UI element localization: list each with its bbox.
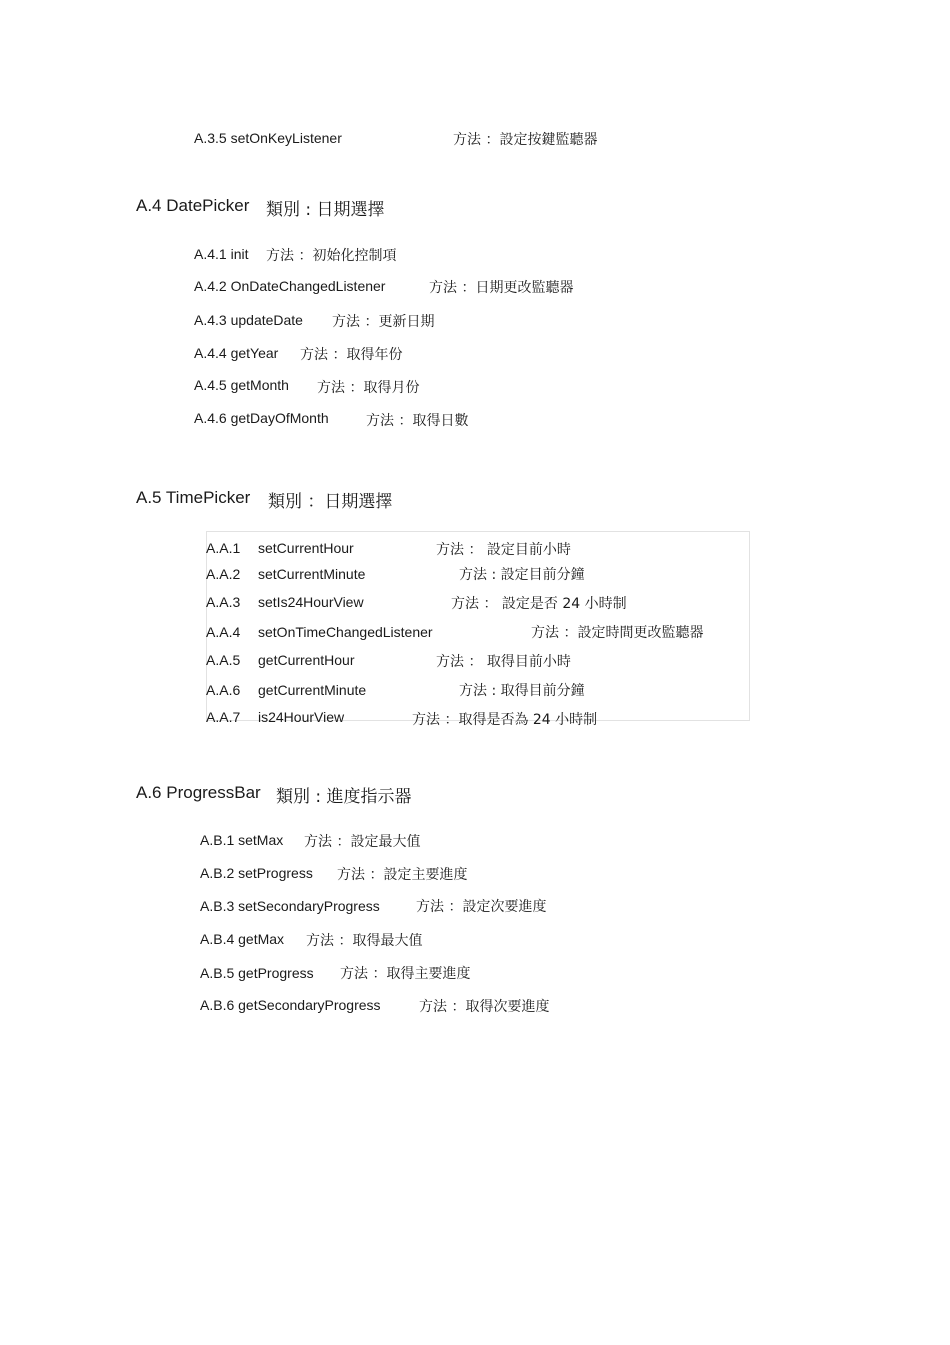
method-desc: 方法 ：取得主要進度 [340, 966, 471, 982]
table-row-method: is24HourView [258, 709, 345, 725]
method-desc: 方法 ：取得日數 [366, 413, 469, 429]
table-row-method: setOnTimeChangedListener [258, 624, 433, 640]
method-desc: 方法 ：取得年份 [300, 347, 403, 363]
table-row-desc: 方法 ：設定時間更改監聽器 [531, 625, 704, 641]
method-desc: 方法 ：設定次要進度 [416, 899, 547, 915]
table-row-number: A.A.7 [206, 709, 241, 725]
method-desc: 方法 ：設定最大值 [304, 834, 421, 850]
table-row-desc: 方法 ：取得是否為 24 小時制 [412, 712, 598, 728]
table-row-method: setCurrentMinute [258, 566, 366, 582]
table-row-number: A.A.2 [206, 566, 241, 582]
method-name: A.4.3 updateDate [194, 312, 303, 328]
method-name: A.4.2 OnDateChangedListener [194, 278, 386, 294]
section-heading-class-label: 類別 : 日期選擇 [266, 200, 385, 220]
table-row-method: getCurrentMinute [258, 682, 367, 698]
table-row-desc: 方法 ： 設定目前小時 [436, 542, 571, 558]
table-row-number: A.A.5 [206, 652, 241, 668]
method-name: A.B.3 setSecondaryProgress [200, 898, 380, 914]
section-heading-datepicker: A.4 DatePicker [136, 196, 250, 215]
method-desc: 方法 ：初始化控制項 [266, 248, 397, 264]
method-name: A.4.6 getDayOfMonth [194, 410, 329, 426]
method-name: A.3.5 setOnKeyListener [194, 130, 342, 146]
method-name: A.4.1 init [194, 246, 249, 262]
section-heading-class-label: 類別 ：日期選擇 [268, 492, 393, 512]
section-heading-timepicker: A.5 TimePicker [136, 488, 251, 507]
method-desc: 方法 ：取得次要進度 [419, 999, 550, 1015]
table-row-desc: 方法 ： 取得目前小時 [436, 654, 571, 670]
table-row-method: setIs24HourView [258, 594, 364, 610]
method-name: A.B.6 getSecondaryProgress [200, 997, 381, 1013]
table-row-method: getCurrentHour [258, 652, 355, 668]
method-desc: 方法 ：取得月份 [317, 380, 420, 396]
section-heading-class-label: 類別 : 進度指示器 [276, 787, 412, 807]
method-desc: 方法 ：設定主要進度 [337, 867, 468, 883]
method-name: A.B.4 getMax [200, 931, 285, 947]
method-desc: 方法 ：取得最大值 [306, 933, 423, 949]
table-row-number: A.A.6 [206, 682, 241, 698]
table-row-desc: 方法 ： 設定是否 24 小時制 [451, 596, 627, 612]
method-desc: 方法 ：設定按鍵監聽器 [453, 132, 598, 148]
table-row-method: setCurrentHour [258, 540, 354, 556]
section-heading-progressbar: A.6 ProgressBar [136, 783, 261, 802]
table-row-number: A.A.3 [206, 594, 241, 610]
method-desc: 方法 ：日期更改監聽器 [429, 280, 574, 296]
method-name: A.B.2 setProgress [200, 865, 313, 881]
method-name: A.B.1 setMax [200, 832, 284, 848]
method-desc: 方法 ：更新日期 [332, 314, 435, 330]
table-row-number: A.A.1 [206, 540, 241, 556]
table-row-desc: 方法 : 設定目前分鐘 [459, 567, 585, 583]
method-name: A.B.5 getProgress [200, 965, 314, 981]
table-row-desc: 方法 : 取得目前分鐘 [459, 683, 585, 699]
table-row-number: A.A.4 [206, 624, 241, 640]
method-name: A.4.5 getMonth [194, 377, 289, 393]
method-name: A.4.4 getYear [194, 345, 279, 361]
